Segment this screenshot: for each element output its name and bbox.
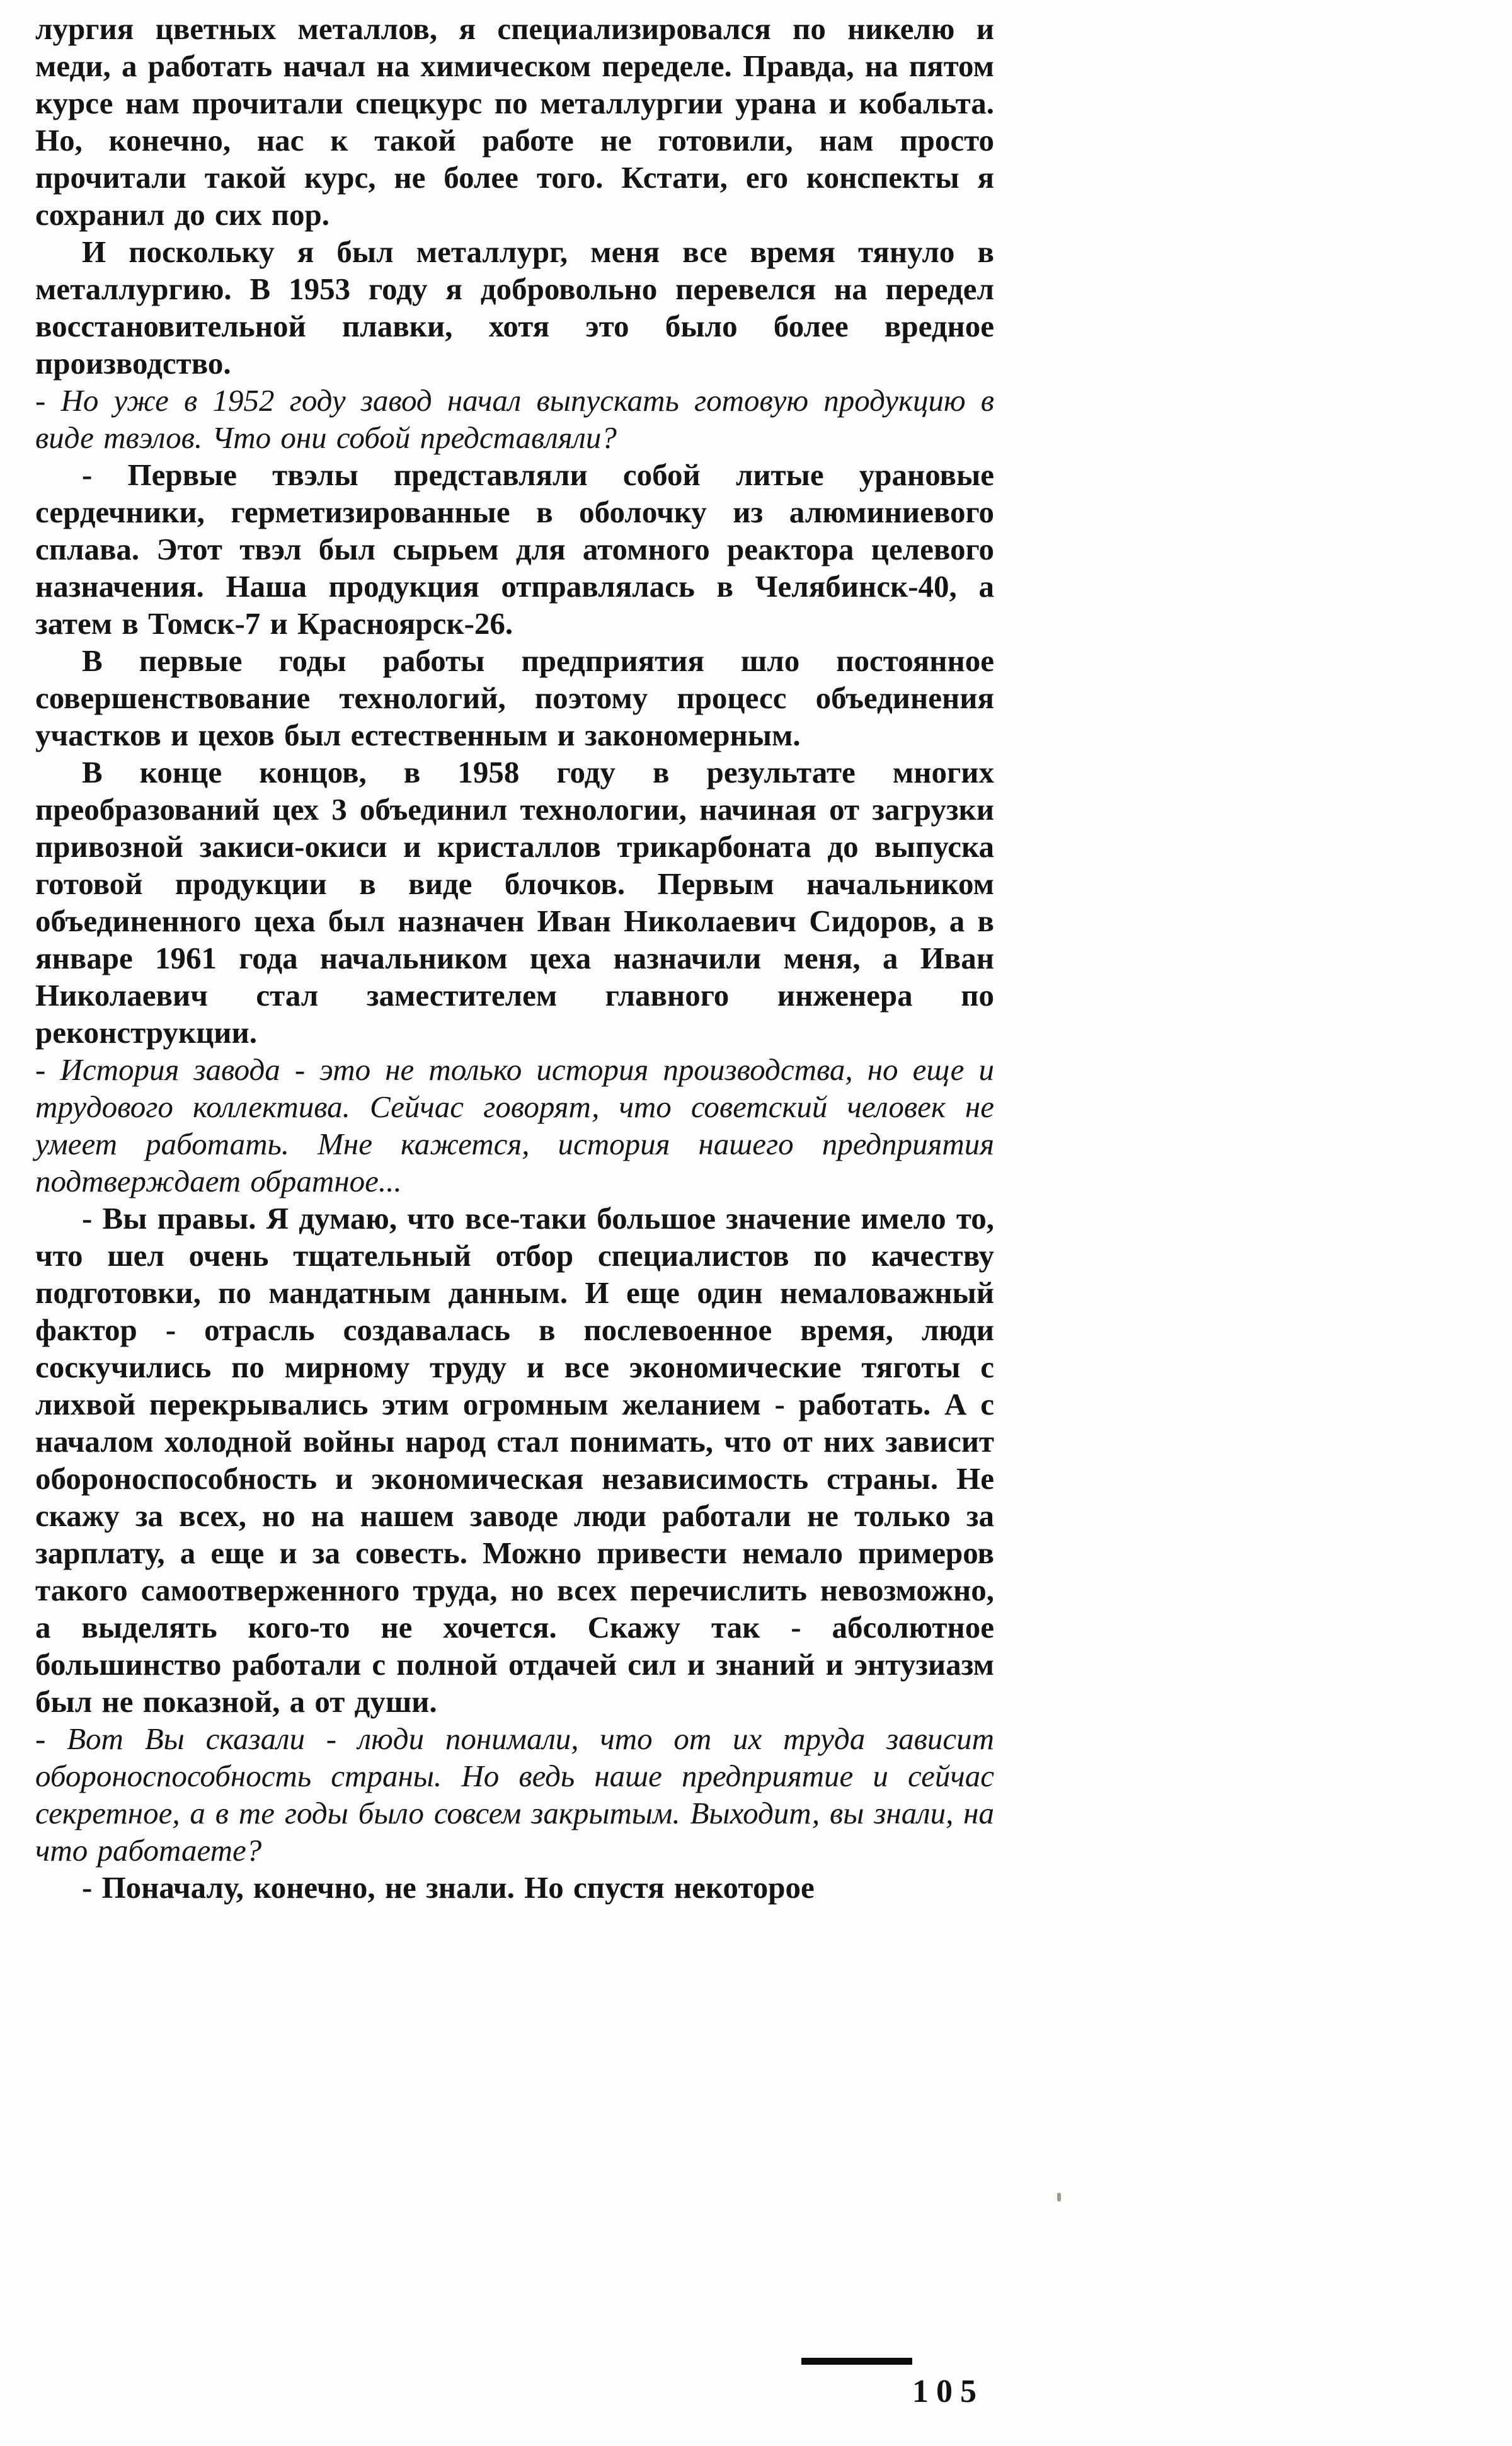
footer-rule bbox=[801, 2358, 912, 2365]
body-paragraph: В первые годы работы предприятия шло постоянное совершенствование технологий, поэтому процесс объединения участков и цехов был естественным и закономерным. bbox=[35, 643, 994, 752]
page-number: 105 bbox=[912, 2374, 984, 2409]
interview-question-paragraph: - История завода - это не только история производства, но еще и трудового коллектива. Сейчас говорят, что советский человек не умеет работать. Мне кажется, история нашего предприятия подтверждает обратное... bbox=[35, 1052, 994, 1198]
body-paragraph: - Первые твэлы представляли собой литые урановые сердечники, герметизированные в оболочку из алюминиевого сплава. Этот твэл был сырьем для атомного реактора целевого назначения. Наша продукция отправлялась в Челябинск-40, а затем в Томск-7 и Красноярск-26. bbox=[35, 457, 994, 641]
body-paragraph: И поскольку я был металлург, меня все время тянуло в металлургию. В 1953 году я добровольно перевелся на передел восстановительной плавки, хотя это было более вредное производство. bbox=[35, 234, 994, 381]
interview-question-paragraph: - Вот Вы сказали - люди понимали, что от их труда зависит обороноспособность страны. Но ведь наше предприятие и сейчас секретное, а в те годы было совсем закрытым. Выходит, вы знали, на что работаете? bbox=[35, 1721, 994, 1868]
body-paragraph: лургия цветных металлов, я специализировался по никелю и меди, а работать начал на химическом переделе. Правда, на пятом курсе нам прочитали спецкурс по металлургии урана и кобальта. Но, конечно, нас к такой работе не готовили, нам просто прочитали такой курс, не более того. Кстати, его конспекты я сохранил до сих пор. bbox=[35, 11, 994, 232]
body-paragraph: - Поначалу, конечно, не знали. Но спустя некоторое bbox=[82, 1870, 815, 1905]
scan-artifact-mark bbox=[1057, 2193, 1061, 2202]
interview-question-paragraph: - Но уже в 1952 году завод начал выпускать готовую продукцию в виде твэлов. Что они собой представляли? bbox=[35, 383, 994, 455]
body-paragraph: - Вы правы. Я думаю, что все-таки большое значение имело то, что шел очень тщательный отбор специалистов по качеству подготовки, по мандатным данным. И еще один немаловажный фактор - отрасль создавалась в послевоенное время, люди соскучились по мирному труду и все экономические тяготы с лихвой перекрывались этим огромным желанием - работать. А с началом холодной войны народ стал понимать, что от них зависит обороноспособность и экономическая независимость страны. Не скажу за всех, но на нашем заводе люди работали не только за зарплату, а еще и за совесть. Можно привести немало примеров такого самоотверженного труда, но всех перечислить невозможно, а выделять кого-то не хочется. Скажу так - абсолютное большинство работали с полной отдачей сил и знаний и энтузиазм был не показной, а от души. bbox=[35, 1201, 994, 1719]
body-paragraph: В конце концов, в 1958 году в результате многих преобразований цех 3 объединил технологии, начиная от загрузки привозной закиси-окиси и кристаллов трикарбоната до выпуска готовой продукции в виде блочков. Первым начальником объединенного цеха был назначен Иван Николаевич Сидоров, а в январе 1961 года начальником цеха назначили меня, а Иван Николаевич стал заместителем главного инженера по реконструкции. bbox=[35, 755, 994, 1050]
book-page-text bbox=[35, 10, 994, 1906]
